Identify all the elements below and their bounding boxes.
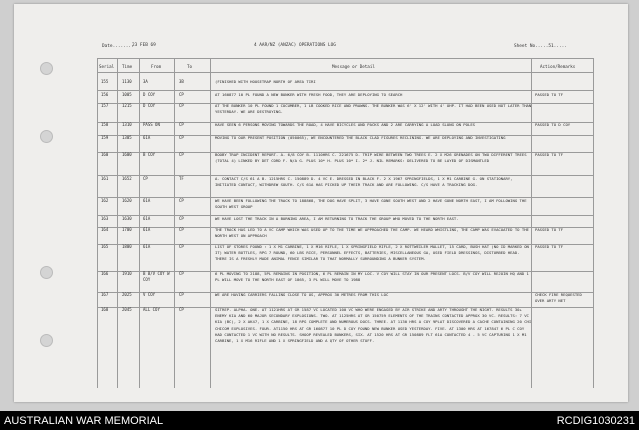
sheet-unit-title: 4 AAR/NZ (ANZAC) OPERATIONS LOG xyxy=(254,43,336,48)
cell-to: CP xyxy=(179,307,184,312)
cell-message: WE HAVE BEEN FOLLOWING THE TRACK TO 188868, THE DOG HAVE SPLIT, 3 HAVE GONE SOUTH WEST AND 2 HAVE GONE NORTH EAST, I AM FOLLOWING THE SOUTH WEST GROUP xyxy=(215,198,527,210)
table-row xyxy=(97,92,593,102)
binder-hole xyxy=(40,130,53,143)
cell-time: 1215 xyxy=(122,103,132,108)
cell-to: CP xyxy=(179,92,184,97)
cell-serial: 160 xyxy=(101,152,109,157)
binder-hole xyxy=(40,266,53,279)
cell-message: HAVE SEEN 6 PERSONS MOVING TOWARDS THE ROAD, 4 HAVE BICYCLES AND PACKS AND 2 ARE CARRYING A LOAD SLUNG ON POLES xyxy=(215,122,476,127)
cell-message: A. CONTACT C/S 61 A B. 1215HRS C. 150889 D. 4 VC E. DRESSED IN BLACK F. 2 X 1967 SPRINGFIELDS, 1 X M1 CARBINE G. ON STATIONARY, INITIATED CONTACT, WITHDREW SOUTH. C/S 61A HAS PICKED UP THEIR TRACK AND ARE FOLLOWING. C/S HAVE A TRACKING DOG. xyxy=(215,176,513,188)
cell-time: 1620 xyxy=(122,198,132,203)
cell-action: PASSED TO TF xyxy=(535,227,564,232)
cell-serial: 159 xyxy=(101,135,109,140)
cell-message: LIST OF STORES FOUND : 1 X M1 CARBINE, 1 X M16 RIFLE, 1 X SPRINGFIELD RIFLE, 2 X ROTTWEILER MALLET, 15 CARD, BUSH HAT (NO ID MARKED ON IT) WATER BOTTLES, RPG 7 ROUND, 60 LBS RICE, PERSONNEL EFFECTS, BATTERIES, MISCELLANEOUS GA, USED FIELD DRESSINGS, DISTURBED HEAD. THERE IS A FRESHLY MADE ANIMAL FENCE SIMILAR TO THAT NORMALLY SURROUNDING A BUNKER SYSTEM. xyxy=(215,244,529,262)
cell-from: B B/V COY W COY xyxy=(143,271,170,282)
footer-source: AUSTRALIAN WAR MEMORIAL xyxy=(4,415,164,427)
table-row xyxy=(97,307,593,387)
table-row xyxy=(97,122,593,134)
cell-time: 1910 xyxy=(122,271,132,276)
col-serial: Serial xyxy=(99,64,115,69)
cell-action: CHECK FIRE REQUESTED OVER ARTY NET xyxy=(535,292,582,303)
cell-message: AT THE BUNKER 10 PL FOUND 1 CUCUMBER, 1 LB COOKED RICE AND PRAWNS. THE BUNKER WAS 6' X 12' WITH 4' OHP. IT HAD BEEN USED NOT LATER THAN YESTERDAY. WE ARE DESTROYING. xyxy=(215,103,532,115)
sheet-date-label: Date........ xyxy=(102,44,134,49)
cell-from: 61A xyxy=(143,227,151,232)
cell-from: V COY xyxy=(143,292,156,297)
footer-id: RCDIG1030231 xyxy=(556,415,635,427)
cell-from: 3A xyxy=(143,79,148,84)
cell-serial: 166 xyxy=(101,271,109,276)
cell-message: WE ARE HAVING CARRIERS FALLING CLOSE TO US, APPROX 30 METRES FROM THIS LOC xyxy=(215,292,389,297)
cell-to: CP xyxy=(179,271,184,276)
cell-message: MOVING TO OUR PRESENT POSITION (050065), WE ENCOUNTERED THE BLACK CLAD FIGURES RECLINING. WE ARE DEPLOYING AND INVESTIGATING xyxy=(215,135,506,140)
table-top-rule xyxy=(97,58,593,59)
col-from: From xyxy=(151,64,162,69)
table-row xyxy=(97,198,593,214)
cell-message: THE TRACK HAS LED TO A VC CAMP WHICH WAS USED UP TO THE TIME WE APPROACHED THE CAMP. WE HEARD WHISTLING, THE CAMP WAS EVACUATED TO THE NORTH WEST ON APPROACH xyxy=(215,227,529,239)
cell-to: CP xyxy=(179,152,184,157)
col-time: Time xyxy=(122,64,133,69)
cell-serial: 155 xyxy=(101,79,109,84)
cell-from: 61A xyxy=(143,244,151,249)
cell-serial: 157 xyxy=(101,103,109,108)
row-rule xyxy=(97,90,593,91)
table-row xyxy=(97,79,593,89)
cell-message: AT 160877 10 PL FOUND A NEW BUNKER WITH FRESH FOOD, THEY ARE DEPLOYING TO SEARCH xyxy=(215,92,403,97)
cell-from: 61A xyxy=(143,198,151,203)
cell-serial: 162 xyxy=(101,198,109,203)
col-message: Message or Detail xyxy=(332,64,375,69)
cell-action: PASSED TO TF xyxy=(535,152,564,157)
cell-serial: 164 xyxy=(101,227,109,232)
cell-time: 1630 xyxy=(122,216,132,221)
binder-hole xyxy=(40,62,53,75)
cell-to: CP xyxy=(179,244,184,249)
table-row xyxy=(97,292,593,306)
cell-message: SITREP. ALPHA. ONE. AT 1121HRS AT GR 1587 VC LOCATED 100 VC WHO WERE ENGAGED BY AIR STRIKE AND ARTY THROUGHT THE NIGHT. RESULTS 30+ ENEMY KIA AND 60 MAJOR SECONDARY EXPLOSIONS. TWO. AT 1125HRS AT GR 150759 ELEMENTS OF THE TRAINS CONTACTED APPROX 30 VC. RESULTS: 7 VC KIA (BC), 2 X AK47, 1 X CARBINE, 18 RPG COMPLETE AND NUMEROUS DOCS. THREE. AT 1130 HRS A COY 9PLAT DISCOVERED A CACHE CONTAINING 20 CHI CHICOM EXPLOSIVES. FOUR. AT1150 HRS AT GR 160877 10 PL D COY FOUND NEW BUNKER USED YESTERDAY. FIVE. AT 1300 HRS AT 167847 6 PL C COY HAD CONTACTED 1 VC WITH NO RESULTS. SHOOP REVEALED BUNKERS, SIX. AT 1520 HRS AT GR 150889 FLT 61A CONTACTED 4 - 5 VC CAPTURING 1 X M1 CARBINE, 1 X M16 RIFLE AND 1 X SPRINGFIELD AND A QTY OF OTHER STUFF. xyxy=(215,307,532,344)
cell-time: 1800 xyxy=(122,244,132,249)
cell-from: D COY xyxy=(143,103,156,108)
cell-to: CP xyxy=(179,198,184,203)
sheet-number: Sheet No.....51..... xyxy=(514,44,567,49)
cell-from: 61A xyxy=(143,135,151,140)
sheet-date: 23 FEB 69 xyxy=(132,43,156,48)
cell-message: (FINISHED WITH HOUSETRAP NORTH OF AREA TIRI xyxy=(215,79,316,84)
cell-to: TF xyxy=(179,176,184,181)
cell-to: 3B xyxy=(179,79,184,84)
cell-action: PASSED TO TF xyxy=(535,92,564,97)
cell-from: 61A xyxy=(143,216,151,221)
cell-time: 1700 xyxy=(122,227,132,232)
col-to: To xyxy=(187,64,193,69)
cell-serial: 156 xyxy=(101,92,109,97)
cell-time: 1310 xyxy=(122,122,132,127)
cell-serial: 158 xyxy=(101,122,109,127)
cell-action: PASSED TO TF xyxy=(535,244,564,249)
table-row xyxy=(97,152,593,174)
table-row xyxy=(97,176,593,196)
cell-message: 6 PL MOVING TO 2188, 5PL REMAINS IN POSITION, 6 PL REMAIN IN MY LOC. V COY WILL STAY IN OUR PRESENT LOCS. B/V COY WILL REJOIN HQ AND 1 PL WILL MOVE TO THE NORTH EAST OF 1865, 3 PL WILL MOVE TO 1988 xyxy=(215,271,529,283)
table-row xyxy=(97,244,593,270)
cell-from: D COY xyxy=(143,92,156,97)
binder-hole xyxy=(40,334,53,347)
col-action: Action/Remarks xyxy=(540,64,576,69)
table-border xyxy=(593,58,594,388)
cell-to: CP xyxy=(179,292,184,297)
cell-to: CP xyxy=(179,216,184,221)
table-row xyxy=(97,216,593,226)
table-row xyxy=(97,271,593,291)
cell-time: 1652 xyxy=(122,176,132,181)
cell-serial: 167 xyxy=(101,292,109,297)
cell-from: PASS ON xyxy=(143,122,160,127)
table-row xyxy=(97,103,593,121)
cell-message: BOOBY TRAP INCIDENT REPORT. A. 6/8 COY B. 1110HRS C. 221675 D. TRIP WIRE BETWEEN TWO TREES E. 2 X M26 GRENADES ON TWO DIFFERENT TREES (TOTAL 4) LINKED BY DET CORD F. N/A G. PLUS 10* H. PLUS 10* I. 2* J. NIL REMARKS: DELIVERED TO BE LAYED OF DISMANTLED xyxy=(215,152,527,164)
cell-from: B COY xyxy=(143,152,156,157)
cell-to: CP xyxy=(179,103,184,108)
cell-action: PASSED TO D COY xyxy=(535,122,571,127)
log-sheet xyxy=(14,4,628,402)
cell-from: CP xyxy=(143,176,148,181)
table-row xyxy=(97,135,593,151)
cell-time: 1005 xyxy=(122,92,132,97)
table-row xyxy=(97,227,593,243)
cell-from: ALL COY xyxy=(143,307,160,312)
cell-time: 1305 xyxy=(122,135,132,140)
cell-time: 1600 xyxy=(122,152,132,157)
cell-time: 2025 xyxy=(122,292,132,297)
cell-to: CP xyxy=(179,135,184,140)
cell-message: WE HAVE LOST THE TRACK IN A BURNING AREA, I AM RETURNING TO TRACK THE GROUP WHO MOVED TO THE NORTH EAST. xyxy=(215,216,459,221)
cell-to: CP xyxy=(179,227,184,232)
table-header-rule xyxy=(97,72,593,73)
cell-time: 2045 xyxy=(122,307,132,312)
cell-serial: 163 xyxy=(101,216,109,221)
cell-time: 1130 xyxy=(122,79,132,84)
cell-serial: 168 xyxy=(101,307,109,312)
cell-serial: 161 xyxy=(101,176,109,181)
cell-serial: 165 xyxy=(101,244,109,249)
cell-to: CP xyxy=(179,122,184,127)
